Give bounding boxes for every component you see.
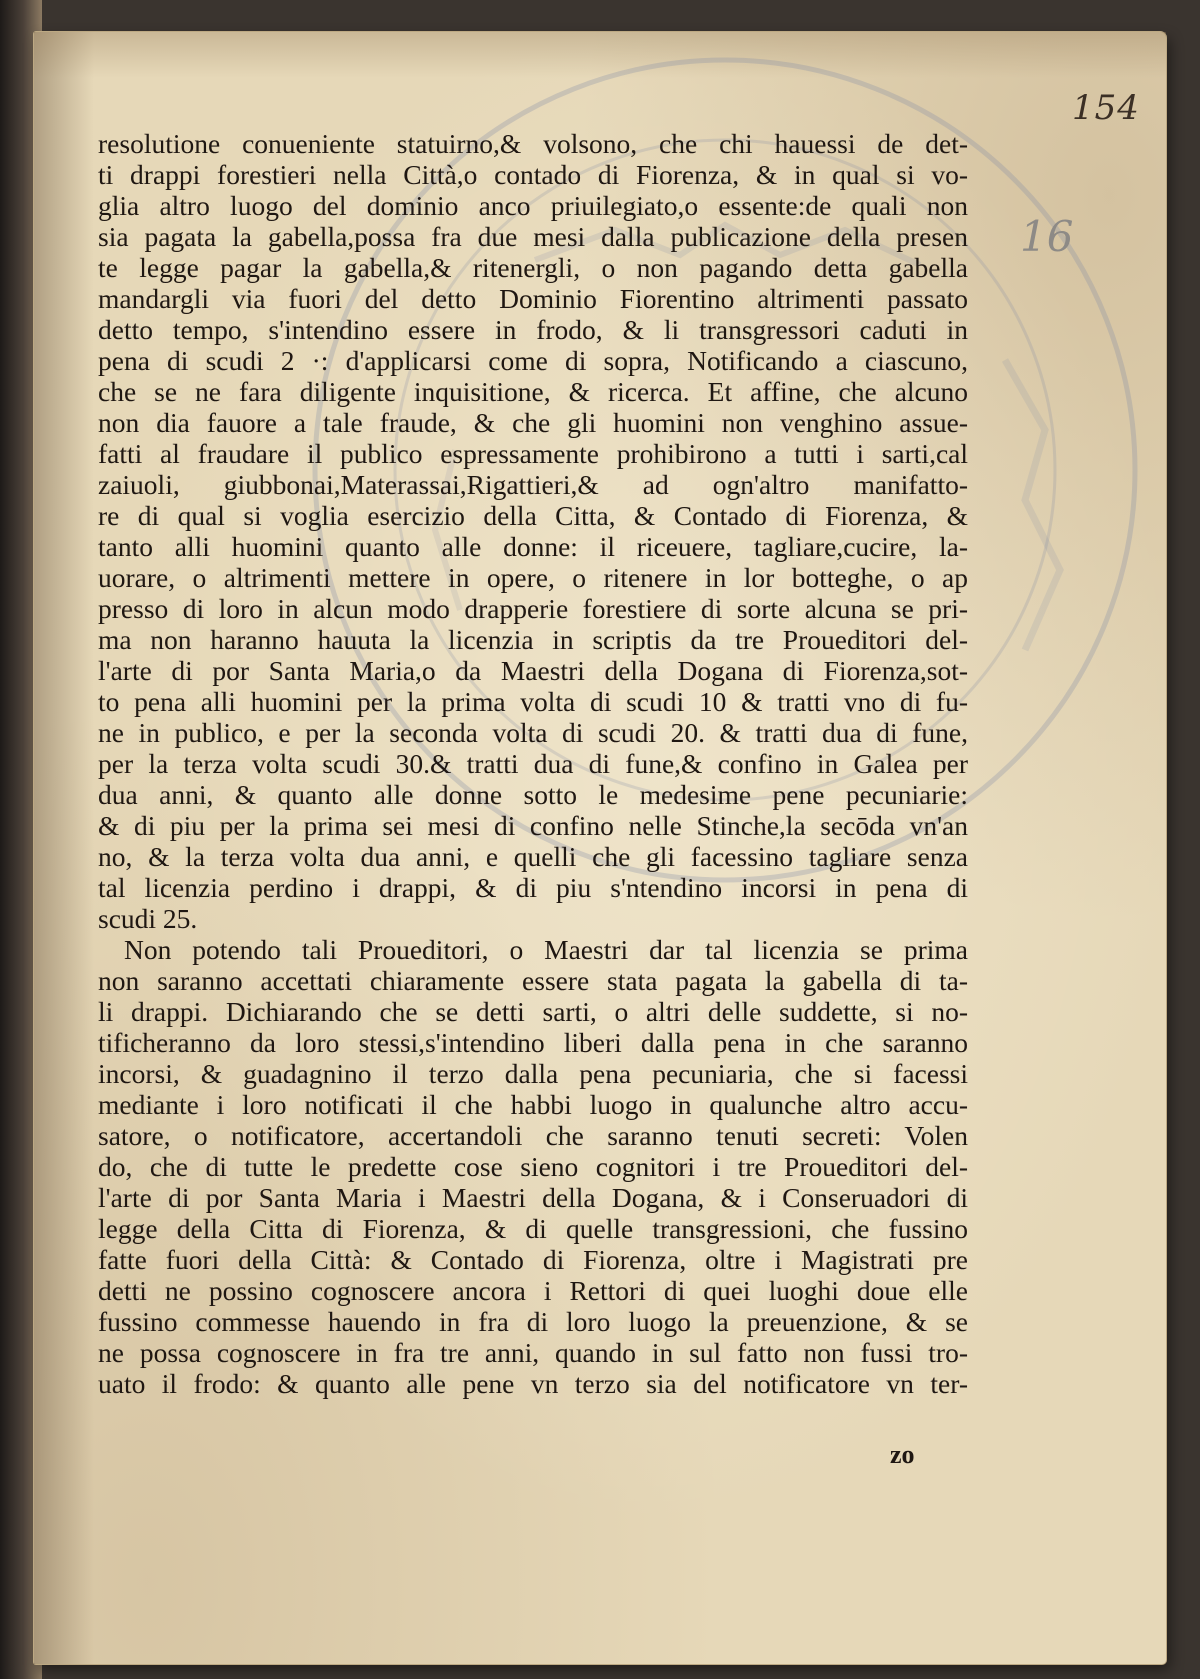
text-line: to pena alli huomini per la prima volta di scudi 10 & tratti vno di fu- [98,686,968,717]
text-line: uato il frodo: & quanto alle pene vn terzo sia del notificatore vn ter- [98,1368,968,1399]
text-line: resolutione conueniente statuirno,& volsono, che chi hauessi de det- [98,128,968,159]
text-line: mandargli via fuori del detto Dominio Fiorentino altrimenti passato [98,283,968,314]
text-line: per la terza volta scudi 30.& tratti dua di fune,& confino in Galea per [98,748,968,779]
text-line: pena di scudi 2 ·: d'applicarsi come di sopra, Notificando a ciascuno, [98,345,968,376]
text-line: l'arte di por Santa Maria,o da Maestri della Dogana di Fiorenza,sot- [98,655,968,686]
text-line: fussino commesse hauendo in fra di loro luogo la preuenzione, & se [98,1306,968,1337]
text-line: & di piu per la prima sei mesi di confino nelle Stinche,la secōda vn'an [98,810,968,841]
text-line: fatti al fraudare il publico espressamente prohibirono a tutti i sarti,cal [98,438,968,469]
text-line: satore, o notificatore, accertandoli che saranno tenuti secreti: Volen [98,1120,968,1151]
text-line: scudi 25. [98,903,198,934]
text-line: tanto alli huomini quanto alle donne: il riceuere, tagliare,cucire, la- [98,531,968,562]
text-line: fatte fuori della Città: & Contado di Fiorenza, oltre i Magistrati pre [98,1244,968,1275]
text-line: tal licenzia perdino i drappi, & di piu s'ntendino incorsi in pena di [98,872,968,903]
text-line: detti ne possino cognoscere ancora i Rettori di quei luoghi doue elle [98,1275,968,1306]
folio-number: 154 [1072,88,1140,128]
text-line: non dia fauore a tale fraude, & che gli huomini non venghino assue- [98,407,968,438]
text-line: dua anni, & quanto alle donne sotto le medesime pene pecuniarie: [98,779,968,810]
body-text [98,128,968,1399]
text-line: te legge pagar la gabella,& ritenergli, o non pagando detta gabella [98,252,968,283]
text-line: ne possa cognoscere in fra tre anni, quando in sul fatto non fussi tro- [98,1337,968,1368]
catchword: zo [890,1440,915,1469]
text-line: tificheranno da loro stessi,s'intendino liberi dalla pena in che saranno [98,1027,968,1058]
text-line: li drappi. Dichiarando che se detti sarti, o altri delle suddette, si no- [98,996,968,1027]
text-line: uorare, o altrimenti mettere in opere, o ritenere in lor botteghe, o ap [98,562,968,593]
text-line: do, che di tutte le predette cose sieno cognitori i tre Proueditori del- [98,1151,968,1182]
text-line: mediante i loro notificati il che habbi luogo in qualunche altro accu- [98,1089,968,1120]
text-line: l'arte di por Santa Maria i Maestri della Dogana, & i Conseruadori di [98,1182,968,1213]
text-line: detto tempo, s'intendino essere in frodo, & li transgressori caduti in [98,314,968,345]
text-line: non saranno accettati chiaramente essere stata pagata la gabella di ta- [98,965,968,996]
text-line: legge della Citta di Fiorenza, & di quelle transgressioni, che fussino [98,1213,968,1244]
text-line: presso di loro in alcun modo drapperie forestiere di sorte alcuna se pri- [98,593,968,624]
text-line: che se ne fara diligente inquisitione, & ricerca. Et affine, che alcuno [98,376,968,407]
text-line: no, & la terza volta dua anni, e quelli che gli facessino tagliare senza [98,841,968,872]
text-line: zaiuoli, giubbonai,Materassai,Rigattieri,& ad ogn'altro manifatto- [98,469,968,500]
text-line: re di qual si voglia esercizio della Citta, & Contado di Fiorenza, & [98,500,968,531]
text-line: ti drappi forestieri nella Città,o contado di Fiorenza, & in qual si vo- [98,159,968,190]
pencil-annotation: 16 [1020,212,1074,261]
paragraph-start-line: Non potendo tali Proueditori, o Maestri dar tal licenzia se prima [124,934,968,965]
text-line: ma non haranno hauuta la licenzia in scriptis da tre Proueditori del- [98,624,968,655]
text-line: incorsi, & guadagnino il terzo dalla pena pecuniaria, che si facessi [98,1058,968,1089]
text-line: glia altro luogo del dominio anco priuilegiato,o essente:de quali non [98,190,968,221]
text-line: sia pagata la gabella,possa fra due mesi dalla publicazione della presen [98,221,968,252]
text-line: ne in publico, e per la seconda volta di scudi 20. & tratti dua di fune, [98,717,968,748]
